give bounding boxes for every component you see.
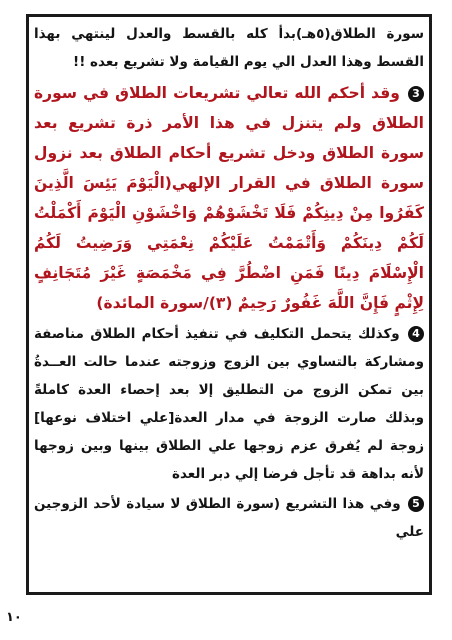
numbered-marker-4: 4 [408,326,424,342]
paragraph-4 [34,490,424,546]
page-number: ١٠ [6,610,22,625]
numbered-marker-5: 5 [408,496,424,512]
numbered-marker-3: 3 [408,86,424,102]
paragraph-1-text: سورة الطلاق(٥هـ)بدأ كله بالقسط والعدل لينتهي بهذا القسط وهذا العدل الي يوم القيامة ولا تشريع بعده !! [34,26,424,70]
paragraph-3-text: وكذلك يتحمل التكليف في تنفيذ أحكام الطلاق مناصفة ومشاركة بالتساوي بين الزوج وزوجته عندما حالت العــدةُ بين تمكن الزوج من التطليق إلا بعد إحصاء العدة كاملةً وبذلك صارت الزوجة في مدار العدة[علي اختلاف نوعها] زوجة لم يُفرق عزم زوجها علي الطلاق بينها وبين زوجها لأنه بداهة قد تأجل فرضا إلي دبر العدة [34,326,424,482]
paragraph-4-text: وفي هذا التشريع (سورة الطلاق لا سيادة لأحد الزوجين علي [34,496,424,540]
paragraph-3 [34,320,424,488]
document-body [34,20,424,546]
paragraph-1 [34,20,424,76]
paragraph-2 [34,78,424,318]
paragraph-2-text: وقد أحكم الله تعالي تشريعات الطلاق في سورة الطلاق ولم يتنزل في هذا الأمر ذرة تشريع بعد سورة الطلاق ودخل تشريع أحكام الطلاق بعد نزول سورة الطلاق في القرار الإلهي(الْيَوْمَ يَئِسَ الَّذِينَ كَفَرُوا مِنْ دِينِكُمْ فَلَا تَخْشَوْهُمْ وَاخْشَوْنِ الْيَوْمَ أَكْمَلْتُ لَكُمْ دِينَكُمْ وَأَتْمَمْتُ عَلَيْكُمْ نِعْمَتِي وَرَضِيتُ لَكُمُ الْإِسْلَامَ دِينًا فَمَنِ اضْطُرَّ فِي مَخْمَصَةٍ غَيْرَ مُتَجَانِفٍ لِإِثْمٍ فَإِنَّ اللَّهَ غَفُورٌ رَحِيمٌ (٣)/سورة المائدة) [34,84,424,312]
